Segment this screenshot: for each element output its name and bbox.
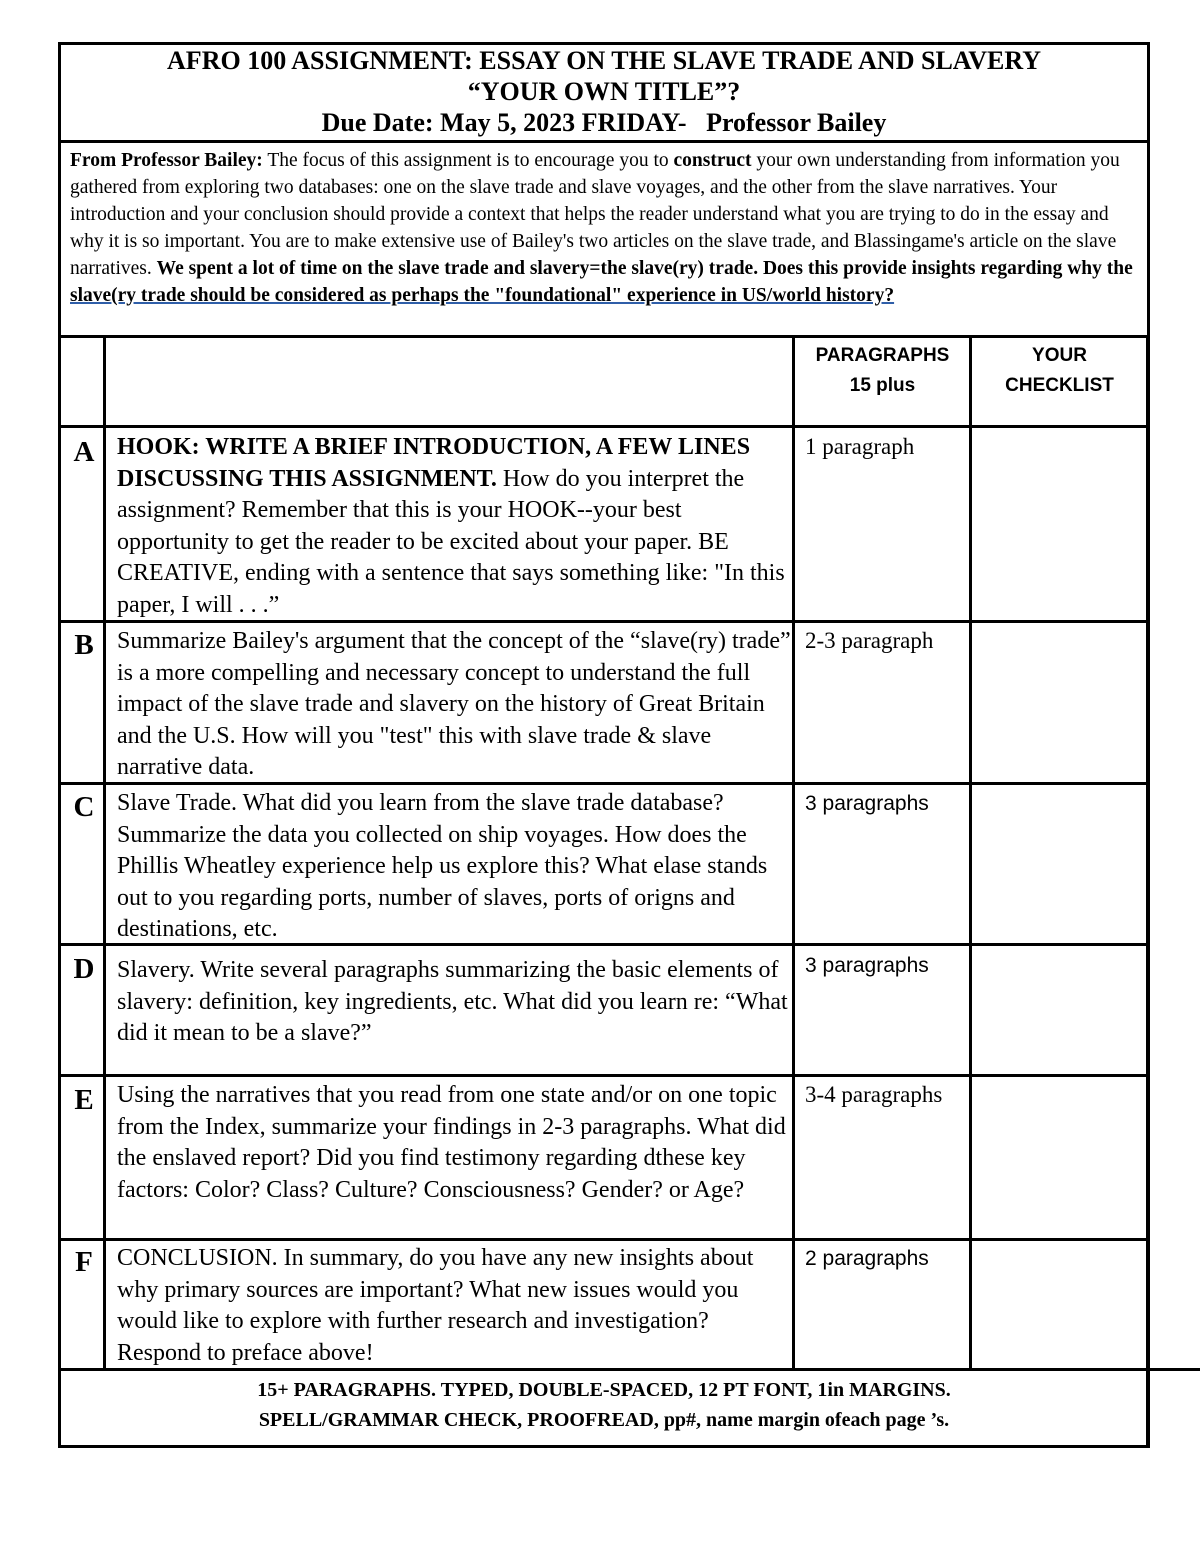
col-line-checklist xyxy=(1146,335,1149,1446)
intro-text: The focus of this assignment is to encourage you to xyxy=(262,150,674,171)
assignment-title: AFRO 100 ASSIGNMENT: ESSAY ON THE SLAVE TRADE AND SLAVERY xyxy=(167,46,1041,75)
footer-line-1: 15+ PARAGRAPHS. TYPED, DOUBLE-SPACED, 12 PT FONT, 1in MARGINS. xyxy=(257,1379,951,1401)
row-d-paragraphs: 3 paragraphs xyxy=(805,954,929,977)
divider xyxy=(58,1238,1150,1241)
divider xyxy=(58,140,1150,143)
row-b-paragraphs: 2-3 paragraph xyxy=(805,628,934,653)
professor-intro xyxy=(70,147,1140,309)
assignment-subtitle: “YOUR OWN TITLE”? xyxy=(467,77,741,106)
row-b-description: Summarize Bailey's argument that the concept of the “slave(ry) trade” is a more compelling and necessary concept to understand the full impact of the slave trade and slavery on the history of Great Britain and the U.S. How will you "test" this with slave trade & slave narrative data. xyxy=(117,628,791,780)
divider xyxy=(58,335,1150,338)
intro-emphasis: construct xyxy=(673,150,752,171)
intro-text-cont: your own understanding from information you gathered from exploring two databases: one on the slave trade and slave voyages, and the other from the slave narratives. Your introduction and your conclusion should provide a context that helps the reader understand what you are trying to do in the essay and why it is so important. You are to make extensive use of Bailey's two articles on the slave trade, and Blassingame's article on the slave narratives. xyxy=(70,150,1120,279)
row-letter-d: D xyxy=(73,953,95,985)
row-a-description xyxy=(117,432,793,621)
assignment-header xyxy=(61,45,1147,138)
intro-underlined-question: slave(ry trade should be considered as perhaps the "foundational" experience in US/world history? xyxy=(70,285,895,306)
row-f-description: CONCLUSION. In summary, do you have any new insights about why primary sources are important? What new issues would you would like to explore with further research and investigation? Respond to preface above! xyxy=(117,1245,754,1366)
row-a-text: How do you interpret the assignment? Remember that this is your HOOK--your best opportunity to get the reader to be excited about your paper. BE CREATIVE, ending with a sentence that says something like: "In this paper, I will . . .” xyxy=(117,465,785,618)
col-line-paragraphs xyxy=(969,335,972,1370)
col-header-checklist xyxy=(972,341,1147,401)
col-header-paragraphs xyxy=(795,341,970,401)
footer-line-2: SPELL/GRAMMAR CHECK, PROOFREAD, pp#, name margin ofeach page ’s. xyxy=(258,1409,950,1431)
divider xyxy=(58,425,1150,428)
divider xyxy=(58,1074,1150,1077)
row-letter-e: E xyxy=(74,1084,94,1116)
row-a-paragraphs: 1 paragraph xyxy=(805,434,915,459)
col-header-paragraphs-line2: 15 plus xyxy=(849,375,916,396)
col-header-paragraphs-line1: PARAGRAPHS xyxy=(815,345,950,366)
row-c-description: Slave Trade. What did you learn from the slave trade database? Summarize the data you collected on ship voyages. How does the Phillis Wheatley experience help us explore this? What elase stands out to you regarding ports, number of slaves, ports of origns and destinations, etc. xyxy=(117,790,768,942)
row-d-description: Slavery. Write several paragraphs summarizing the basic elements of slavery: definition, key ingredients, etc. What did you learn re: “What did it mean to be a slave?” xyxy=(117,957,788,1046)
row-letter-f: F xyxy=(75,1246,93,1278)
row-letter-c: C xyxy=(73,791,95,823)
row-f-paragraphs: 2 paragraphs xyxy=(805,1247,929,1270)
row-letter-b: B xyxy=(74,629,94,661)
formatting-requirements xyxy=(61,1375,1147,1435)
intro-lead: From Professor Bailey: xyxy=(70,150,263,171)
col-header-checklist-line1: YOUR xyxy=(1032,345,1087,366)
row-e-paragraphs: 3-4 paragraphs xyxy=(805,1082,943,1107)
row-c-paragraphs: 3 paragraphs xyxy=(805,792,929,815)
row-e-description: Using the narratives that you read from one state and/or on one topic from the Index, summarize your findings in 2-3 paragraphs. What did the enslaved report? Did you find testimony regarding dthese key factors: Color? Class? Culture? Consciousness? Gender? or Age? xyxy=(117,1082,786,1203)
row-letter-a: A xyxy=(73,436,95,468)
intro-bold-question: We spent a lot of time on the slave trade and slavery=the slave(ry) trade. Does this provide insights regarding why the xyxy=(156,258,1133,279)
row-a-bold: HOOK: WRITE A BRIEF INTRODUCTION, A FEW LINES DISCUSSING THIS ASSIGNMENT. xyxy=(117,434,751,492)
col-line-letter xyxy=(103,335,106,1370)
due-date: Due Date: May 5, 2023 FRIDAY- Professor Bailey xyxy=(321,108,887,137)
col-header-checklist-line2: CHECKLIST xyxy=(1005,375,1114,396)
